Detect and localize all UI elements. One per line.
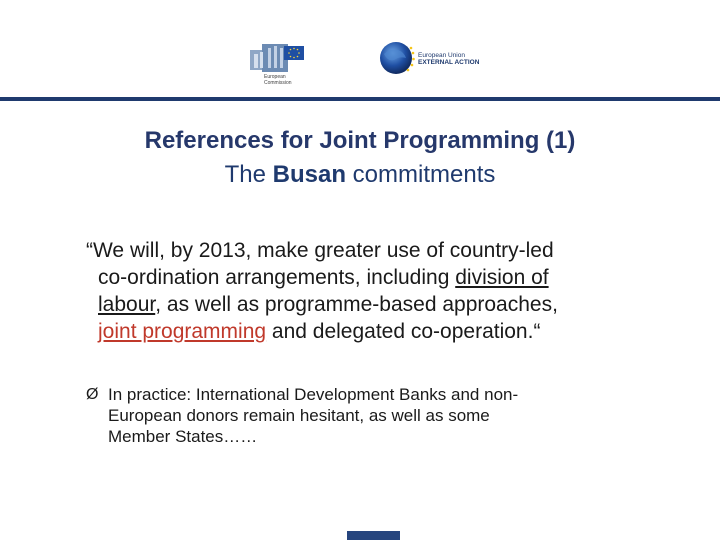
quote-line-4-text: and delegated co-operation.“ — [266, 320, 541, 343]
quote-line-4 — [86, 318, 686, 345]
bullet-line-3: Member States…… — [108, 427, 258, 446]
slide-header — [0, 0, 720, 100]
eeas-wordmark-line1: European Union — [418, 52, 465, 59]
bullet-text — [108, 384, 678, 447]
slide-title — [0, 124, 720, 192]
busan-quote — [86, 237, 686, 345]
quote-labour-underlined: labour — [98, 293, 156, 316]
eeas-globe-logo — [376, 38, 416, 78]
quote-line-3 — [86, 291, 686, 318]
eeas-wordmark-line2: EXTERNAL ACTION — [418, 59, 480, 66]
header-divider — [0, 97, 720, 101]
quote-division-of-underlined: division of — [455, 266, 549, 289]
bottom-accent-tab — [347, 531, 400, 540]
quote-line-3-text: , as well as programme-based approaches, — [155, 293, 558, 316]
european-commission-wordmark: European Commission — [264, 74, 292, 86]
title-line-2-bold: Busan — [272, 161, 347, 188]
title-line-2-suffix: commitments — [346, 161, 496, 188]
arrow-bullet-icon: Ø — [86, 386, 99, 403]
quote-line-2-text: co-ordination arrangements, including — [98, 266, 456, 289]
eeas-wordmark — [418, 52, 479, 66]
title-line-1: References for Joint Programming (1) — [144, 127, 576, 154]
quote-line-2 — [86, 264, 686, 291]
bullet-line-2: European donors remain hesitant, as well as some — [108, 406, 490, 425]
title-line-2-prefix: The — [224, 161, 273, 188]
quote-joint-programming-highlight: joint programming — [98, 320, 267, 343]
bullet-line-1: In practice: International Development Banks and non- — [108, 385, 519, 404]
quote-line-1: “We will, by 2013, make greater use of country-led — [86, 239, 554, 262]
title-line-2 — [0, 158, 720, 192]
